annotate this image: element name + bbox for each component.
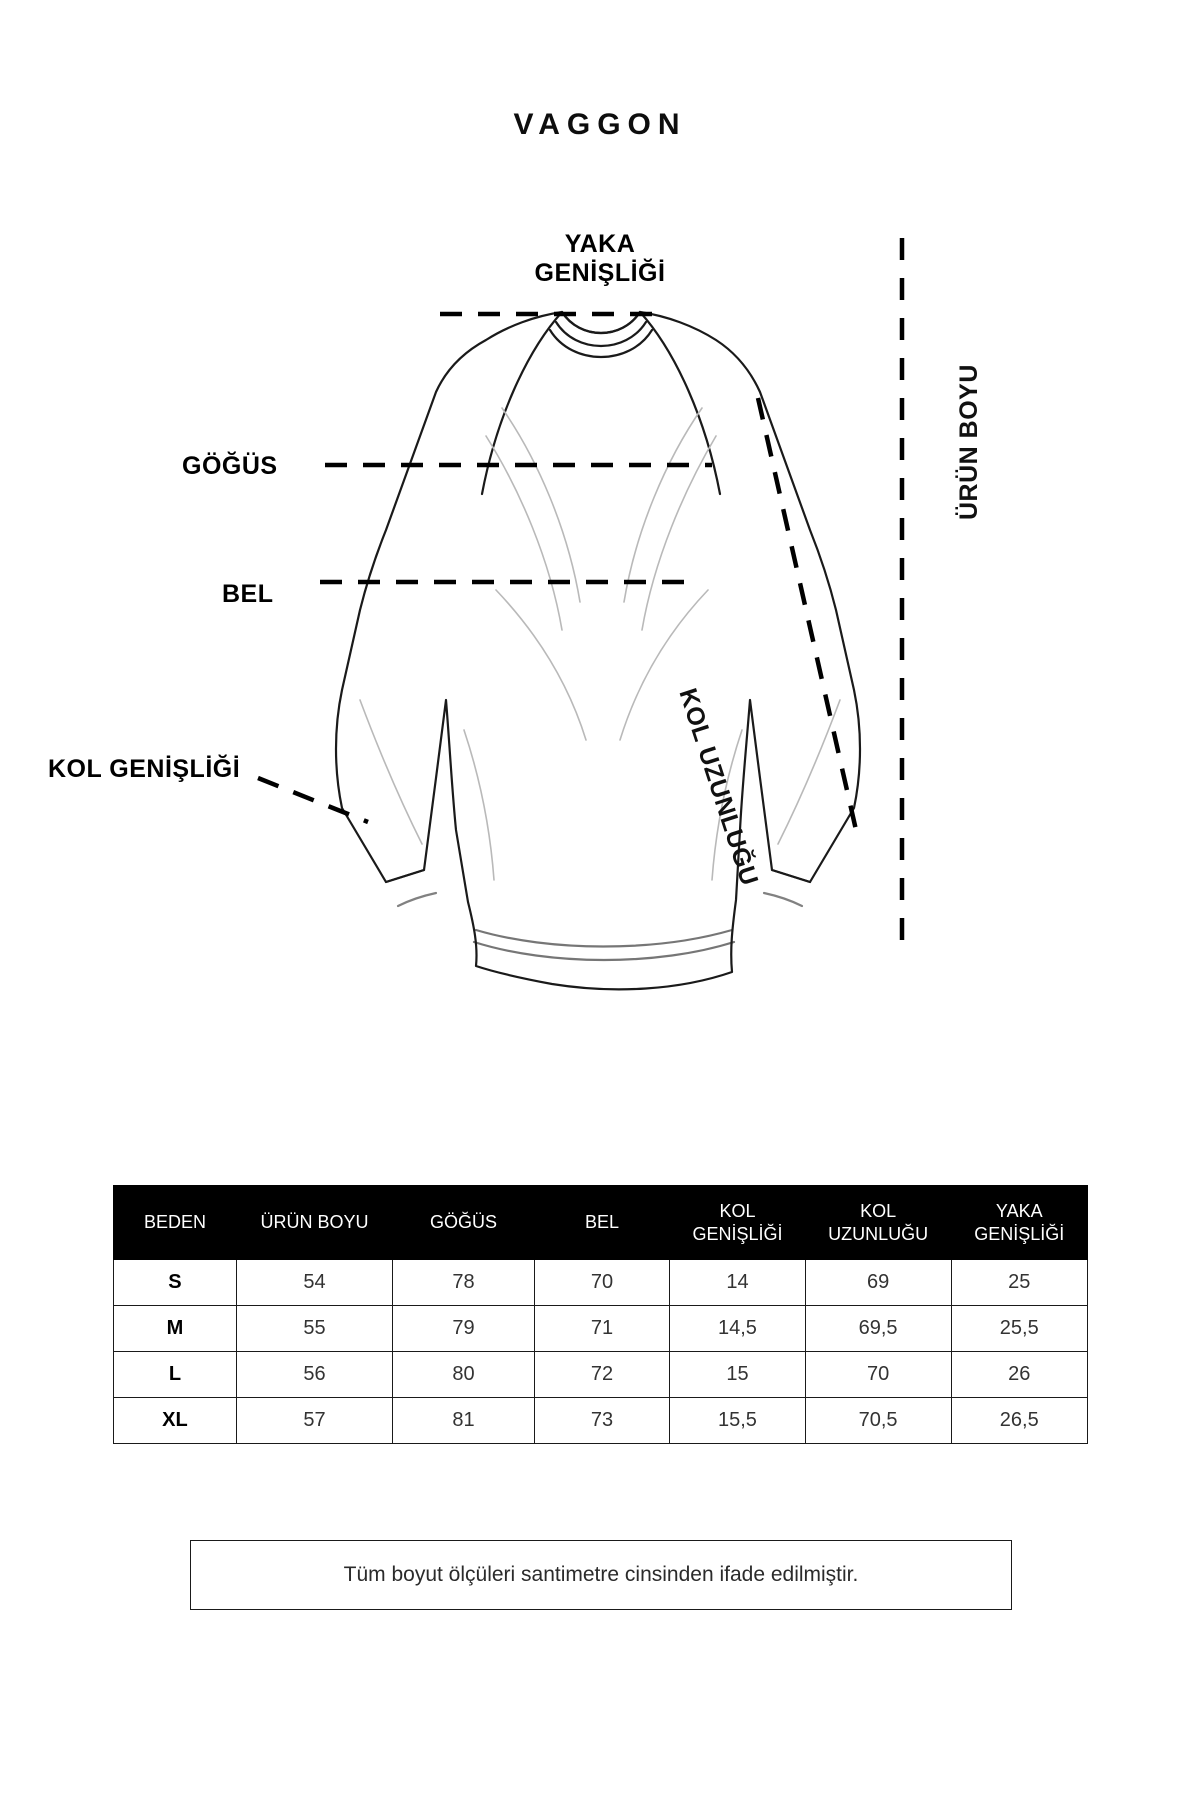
cell-kol-uzunlugu: 69,5: [805, 1306, 951, 1352]
measure-line-kol-uzunlugu: [758, 398, 856, 830]
column-header-bel: BEL: [534, 1186, 669, 1260]
cell-beden: XL: [114, 1398, 237, 1444]
column-header-urun-boyu: ÜRÜN BOYU: [236, 1186, 392, 1260]
label-gogus: GÖĞÜS: [182, 452, 278, 480]
cell-urun-boyu: 54: [236, 1260, 392, 1306]
cell-gogus: 80: [393, 1352, 535, 1398]
table-row: [114, 1306, 1088, 1352]
label-urun-boyu: ÜRÜN BOYU: [955, 364, 983, 520]
cell-kol-genisligi: 14: [670, 1260, 805, 1306]
size-table: [113, 1185, 1088, 1444]
table-header-row: [114, 1186, 1088, 1260]
cell-bel: 72: [534, 1352, 669, 1398]
cell-yaka-genisligi: 26,5: [951, 1398, 1087, 1444]
column-header-gogus: GÖĞÜS: [393, 1186, 535, 1260]
column-header-beden: BEDEN: [114, 1186, 237, 1260]
cell-kol-genisligi: 14,5: [670, 1306, 805, 1352]
cell-kol-genisligi: 15,5: [670, 1398, 805, 1444]
column-header-kol-uzunlugu: KOL UZUNLUĞU: [805, 1186, 951, 1260]
table-row: [114, 1260, 1088, 1306]
measurement-unit-note-text: Tüm boyut ölçüleri santimetre cinsinden ifade edilmiştir.: [343, 1563, 859, 1586]
measurement-unit-note: [190, 1540, 1012, 1610]
cell-yaka-genisligi: 25: [951, 1260, 1087, 1306]
cell-urun-boyu: 56: [236, 1352, 392, 1398]
measure-line-kol-genisligi: [258, 778, 368, 822]
label-yaka-genisligi: [470, 230, 730, 288]
table-row: [114, 1352, 1088, 1398]
cell-kol-uzunlugu: 69: [805, 1260, 951, 1306]
label-yaka-line2: GENİŞLİĞİ: [534, 258, 666, 287]
cell-yaka-genisligi: 25,5: [951, 1306, 1087, 1352]
garment-technical-drawing: [250, 230, 950, 1090]
cell-urun-boyu: 57: [236, 1398, 392, 1444]
label-yaka-line1: YAKA: [564, 230, 636, 258]
cell-yaka-genisligi: 26: [951, 1352, 1087, 1398]
column-header-kol-genisligi: KOL GENİŞLİĞİ: [670, 1186, 805, 1260]
cell-gogus: 79: [393, 1306, 535, 1352]
cell-kol-uzunlugu: 70,5: [805, 1398, 951, 1444]
cell-bel: 71: [534, 1306, 669, 1352]
cell-bel: 70: [534, 1260, 669, 1306]
table-row: [114, 1398, 1088, 1444]
cell-beden: L: [114, 1352, 237, 1398]
column-header-yaka-genisligi: YAKA GENİŞLİĞİ: [951, 1186, 1087, 1260]
cell-urun-boyu: 55: [236, 1306, 392, 1352]
label-kol-uzunlugu: KOL UZUNLUĞU: [673, 685, 764, 890]
cell-bel: 73: [534, 1398, 669, 1444]
brand-title: VAGGON: [513, 108, 687, 141]
cell-beden: M: [114, 1306, 237, 1352]
cell-gogus: 81: [393, 1398, 535, 1444]
measurement-diagram: [0, 230, 1200, 1090]
label-kol-genisligi: KOL GENİŞLİĞİ: [48, 755, 241, 783]
cell-kol-genisligi: 15: [670, 1352, 805, 1398]
label-bel: BEL: [222, 580, 274, 608]
cell-kol-uzunlugu: 70: [805, 1352, 951, 1398]
cell-gogus: 78: [393, 1260, 535, 1306]
cell-beden: S: [114, 1260, 237, 1306]
